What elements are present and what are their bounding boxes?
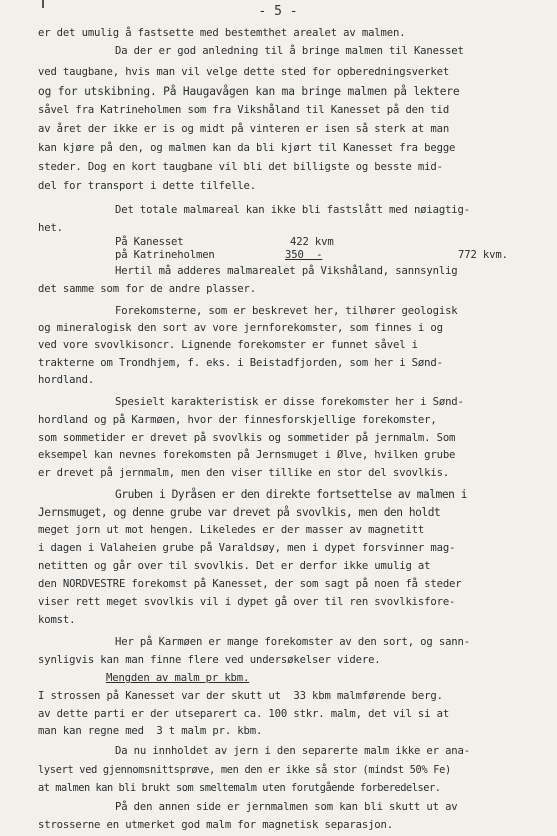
margin-mark: [42, 0, 44, 8]
area-total: 772 kvm.: [458, 249, 508, 261]
text-line: ved taugbane, hvis man vil velge dette sted for opberedningsverket: [38, 66, 450, 78]
text-line: som sommetider er drevet på svovlkis og sommetider på jernmalm. Som: [38, 432, 456, 444]
page-number: - 5 -: [258, 4, 298, 19]
area-row-value: 350 -: [285, 249, 323, 261]
text-line: hordland og på Karmøen, hvor der finnesforskjellige forekomster,: [38, 414, 437, 426]
text-line: og mineralogisk den sort av vore jernforekomster, som finnes i og: [38, 322, 443, 334]
text-line: Her på Karmøen er mange forekomster av den sort, og sann-: [115, 636, 470, 648]
text-line: såvel fra Katrineholmen som fra Vikshåland til Kanesset på den tid: [38, 104, 450, 116]
text-line: eksempel kan nevnes forekomsten på Jernsmuget i Ølve, hvilken grube: [38, 449, 456, 461]
text-line: er det umulig å fastsette med bestemthet arealet av malmen.: [38, 27, 406, 39]
text-line: ved vore svovlkisoncr. Lignende forekomster er funnet såvel i: [38, 339, 418, 351]
text-line: synligvis kan man finne flere ved undersøkelser videre.: [38, 654, 381, 666]
text-line: het.: [38, 222, 63, 234]
text-line: kan kjøre på den, og malmen kan da bli kjørt til Kanesset fra begge: [38, 142, 456, 154]
area-row-place: På Kanesset: [115, 236, 184, 248]
text-line: er drevet på jernmalm, men den viser tillike en stor del svovlkis.: [38, 467, 450, 479]
text-line: at malmen kan bli brukt som smeltemalm uten forutgående forberedelser.: [38, 782, 441, 794]
text-line: Hertil må adderes malmarealet på Vikshåland, sannsynlig: [115, 265, 458, 277]
text-line: Gruben i Dyråsen er den direkte fortsettelse av malmen i: [115, 488, 467, 501]
text-line: man kan regne med 3 t malm pr. kbm.: [38, 725, 263, 737]
text-line: steder. Dog en kort taugbane vil bli det billigste og besste mid-: [38, 161, 443, 173]
text-line: netitten og går over til svovlkis. Det er derfor ikke umulig at: [38, 560, 431, 572]
text-line: og for utskibning. På Haugavågen kan ma bringe malmen på lektere: [38, 85, 460, 98]
text-line: Da nu innholdet av jern i den separerte malm ikke er ana-: [115, 745, 470, 757]
text-line: strosserne en utmerket god malm for magnetisk separasjon.: [38, 819, 393, 831]
text-line: i dagen i Valaheien grube på Varaldsøy, men i dypet forsvinner mag-: [38, 542, 456, 554]
text-line: av dette parti er der utseparert ca. 100 stkr. malm, det vil si at: [38, 708, 450, 720]
text-line: Da der er god anledning til å bringe malmen til Kanesset: [115, 45, 464, 57]
text-line: På den annen side er jernmalmen som kan bli skutt ut av: [115, 801, 458, 813]
text-line: den NORDVESTRE forekomst på Kanesset, der som sagt på noen få steder: [38, 578, 462, 590]
section-heading: Mengden av malm pr kbm.: [106, 672, 250, 684]
text-line: viser rett meget svovlkis vil i dypet gå over til ren svovlkisfore-: [38, 596, 456, 608]
text-line: Forekomsterne, som er beskrevet her, tilhører geologisk: [115, 305, 458, 317]
text-line: lysert ved gjennomsnittsprøve, men den er ikke så stor (mindst 50% Fe): [38, 764, 451, 776]
text-line: Spesielt karakteristisk er disse forekomster her i Sønd-: [115, 396, 464, 408]
text-line: Jernsmuget, og denne grube var drevet på svovlkis, men den holdt: [38, 506, 441, 519]
text-line: meget jorn ut mot hengen. Likeledes er der masser av magnetitt: [38, 524, 425, 536]
text-line: komst.: [38, 614, 76, 626]
text-line: trakterne om Trondhjem, f. eks. i Beistadfjorden, som her i Sønd-: [38, 357, 443, 369]
text-line: Det totale malmareal kan ikke bli fastslått med nøiagtig-: [115, 204, 470, 216]
text-line: hordland.: [38, 374, 95, 386]
text-line: det samme som for de andre plasser.: [38, 283, 256, 295]
area-row-value: 422 kvm: [290, 236, 334, 248]
text-line: I strossen på Kanesset var der skutt ut 33 kbm malmførende berg.: [38, 690, 443, 702]
text-line: del for transport i dette tilfelle.: [38, 180, 256, 192]
area-row-place: på Katrineholmen: [115, 249, 215, 261]
text-line: av året der ikke er is og midt på vinteren er isen så sterk at man: [38, 123, 450, 135]
